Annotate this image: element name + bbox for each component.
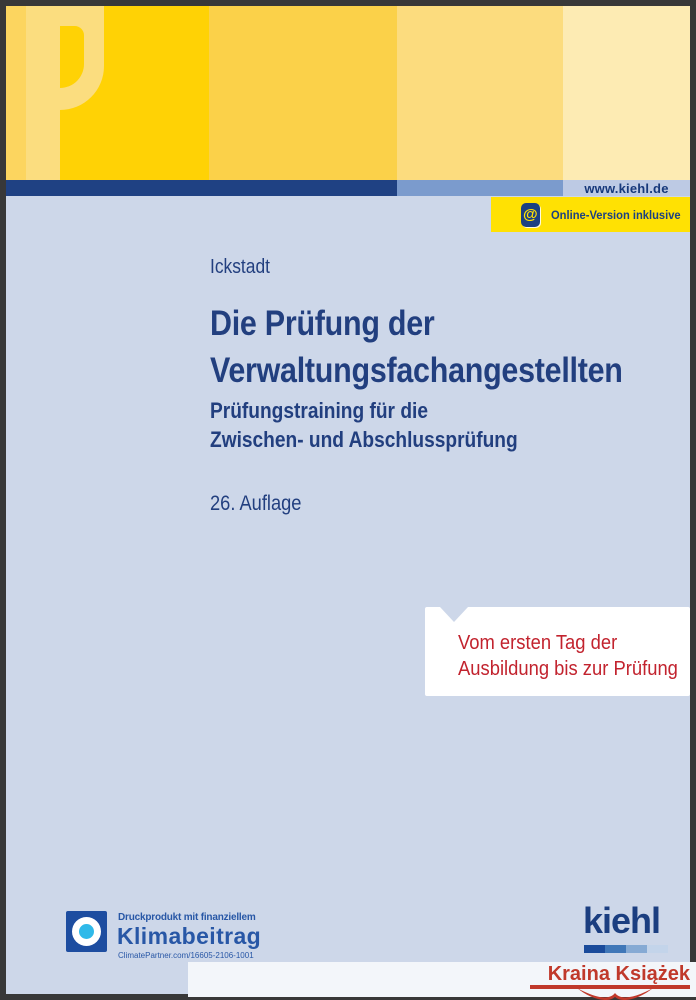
publisher-website: www.kiehl.de: [584, 180, 669, 196]
climate-partner-label: [66, 911, 326, 969]
climate-name: Klimabeitrag: [117, 923, 262, 949]
callout-line-2: Ausbildung bis zur Prüfung: [458, 658, 678, 680]
yellow-stripe: [563, 6, 690, 180]
book-title: [210, 300, 623, 394]
bar-segment: [605, 945, 626, 953]
publisher-gradient-bar: [584, 945, 668, 953]
online-version-label: Online-Version inklusive: [550, 207, 681, 222]
callout-bubble: [425, 607, 690, 696]
callout-line-1: Vom ersten Tag der: [458, 632, 618, 654]
band-segment-dark: [6, 180, 397, 196]
open-book-icon: [575, 987, 655, 1000]
climate-tagline: Druckprodukt mit finanziellem: [118, 912, 256, 923]
author-name: Ickstadt: [210, 256, 270, 278]
publisher-logo: [583, 901, 683, 941]
header-band: [6, 180, 690, 196]
book-cover: [6, 6, 690, 994]
title-block: [210, 256, 628, 536]
subtitle-line-1: Prüfungstraining für die: [210, 398, 428, 423]
climate-dot: [79, 924, 94, 939]
yellow-stripe: [6, 6, 26, 180]
publisher-name: kiehl: [583, 900, 661, 941]
bar-segment: [626, 945, 647, 953]
bubble-notch: [440, 607, 468, 622]
bar-segment: [584, 945, 605, 953]
callout-text: [458, 630, 678, 682]
book-subtitle: [210, 396, 518, 454]
cover-header: [6, 6, 690, 180]
band-segment-light: [563, 180, 690, 196]
bookstore-watermark: [188, 962, 696, 997]
band-segment-mid: [397, 180, 563, 196]
letter-p-graphic: [26, 6, 60, 180]
yellow-stripe: [397, 6, 563, 180]
edition-number: 26. Auflage: [210, 492, 302, 515]
online-version-badge: [491, 197, 690, 232]
title-line-2: Verwaltungsfachangestellten: [210, 351, 623, 390]
climate-partner-icon: [66, 911, 107, 952]
at-sign-icon: @: [521, 203, 540, 227]
title-line-1: Die Prüfung der: [210, 304, 435, 343]
yellow-stripe: [209, 6, 397, 180]
bookstore-name: Kraina Książek: [547, 963, 690, 985]
climate-reference: ClimatePartner.com/16605-2106-1001: [118, 951, 254, 960]
subtitle-line-2: Zwischen- und Abschlussprüfung: [210, 427, 518, 452]
bar-segment: [647, 945, 668, 953]
